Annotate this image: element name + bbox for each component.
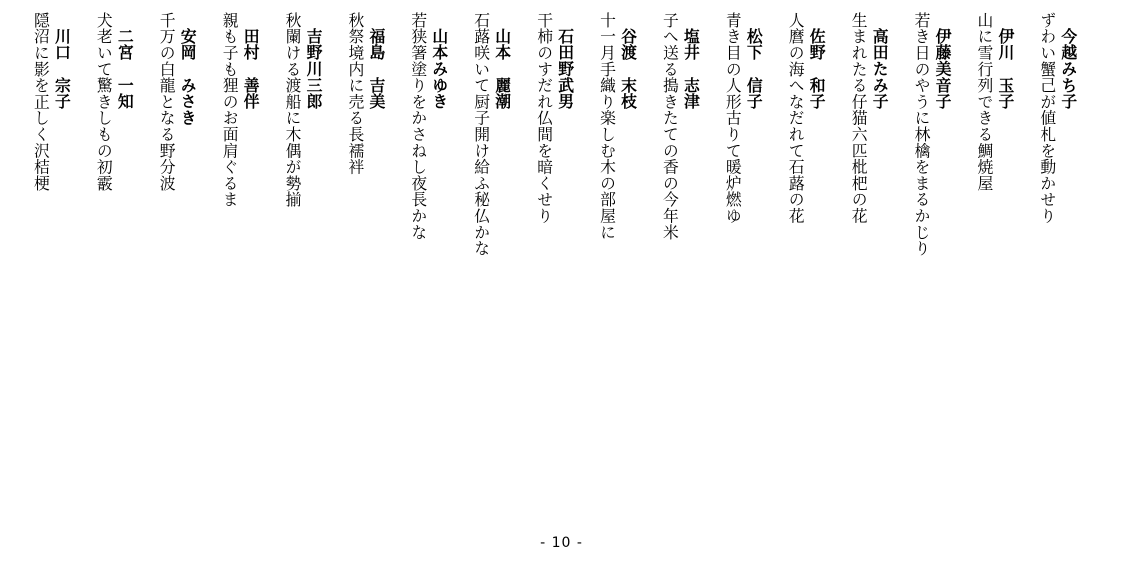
poem-haiku: 千万の白龍となる野分波 xyxy=(157,12,177,192)
poem-haiku: 若狭箸塗りをかさねし夜長かな xyxy=(408,12,428,241)
poem-author: 佐野 和子 xyxy=(807,28,827,110)
poem-author: 福島 吉美 xyxy=(366,28,386,110)
poem-haiku: 干柿のすだれ仏間を暗くせり xyxy=(534,12,554,224)
poem-haiku: 犬老いて驚きしもの初霰 xyxy=(94,12,114,192)
poem-author: 川口 宗子 xyxy=(52,28,72,110)
poem-haiku: 親も子も狸のお面肩ぐるま xyxy=(220,12,240,208)
poem-author: 伊藤美音子 xyxy=(932,28,952,110)
poem-author: 塩井 志津 xyxy=(681,28,701,110)
poem-author: 山本 麗潮 xyxy=(492,28,512,110)
poem-author: 谷渡 末枝 xyxy=(618,28,638,110)
page-number: - 10 - xyxy=(540,535,583,551)
poem-haiku: 隠沼に影を正しく沢桔梗 xyxy=(31,12,51,192)
poem-author: 今越みち子 xyxy=(1058,28,1078,110)
poem-haiku: 子へ送る搗きたての香の今年米 xyxy=(660,12,680,241)
poem-haiku: 秋祭境内に売る長襦袢 xyxy=(345,12,365,175)
poem-haiku: 青き目の人形古りて暖炉燃ゆ xyxy=(723,12,743,224)
poem-haiku: 人麿の海へなだれて石蕗の花 xyxy=(786,12,806,224)
poem-haiku: ずわい蟹己が値札を動かせり xyxy=(1037,12,1057,224)
poem-author: 安岡 みさき xyxy=(178,28,198,126)
poem-haiku: 生まれたる仔猫六匹枇杷の花 xyxy=(849,12,869,224)
poem-haiku: 十一月手織り楽しむ木の部屋に xyxy=(597,12,617,241)
poem-author: 吉野川三郎 xyxy=(303,28,323,110)
poem-author: 高田たみ子 xyxy=(870,28,890,110)
poem-author: 石田野武男 xyxy=(555,28,575,110)
poem-author: 松下 信子 xyxy=(744,28,764,110)
poem-haiku: 秋闌ける渡船に木偶が勢揃 xyxy=(282,12,302,208)
poem-author: 田村 善伴 xyxy=(241,28,261,110)
poem-haiku: 山に雪行列できる鯛焼屋 xyxy=(974,12,994,192)
poem-author: 伊川 玉子 xyxy=(995,28,1015,110)
poem-haiku: 石蕗咲いて厨子開け給ふ秘仏かな xyxy=(471,12,491,257)
poem-haiku: 若き日のやうに林檎をまるかじり xyxy=(911,12,931,257)
poem-author: 山本みゆき xyxy=(429,28,449,110)
poem-author: 二宮 一知 xyxy=(115,28,135,110)
